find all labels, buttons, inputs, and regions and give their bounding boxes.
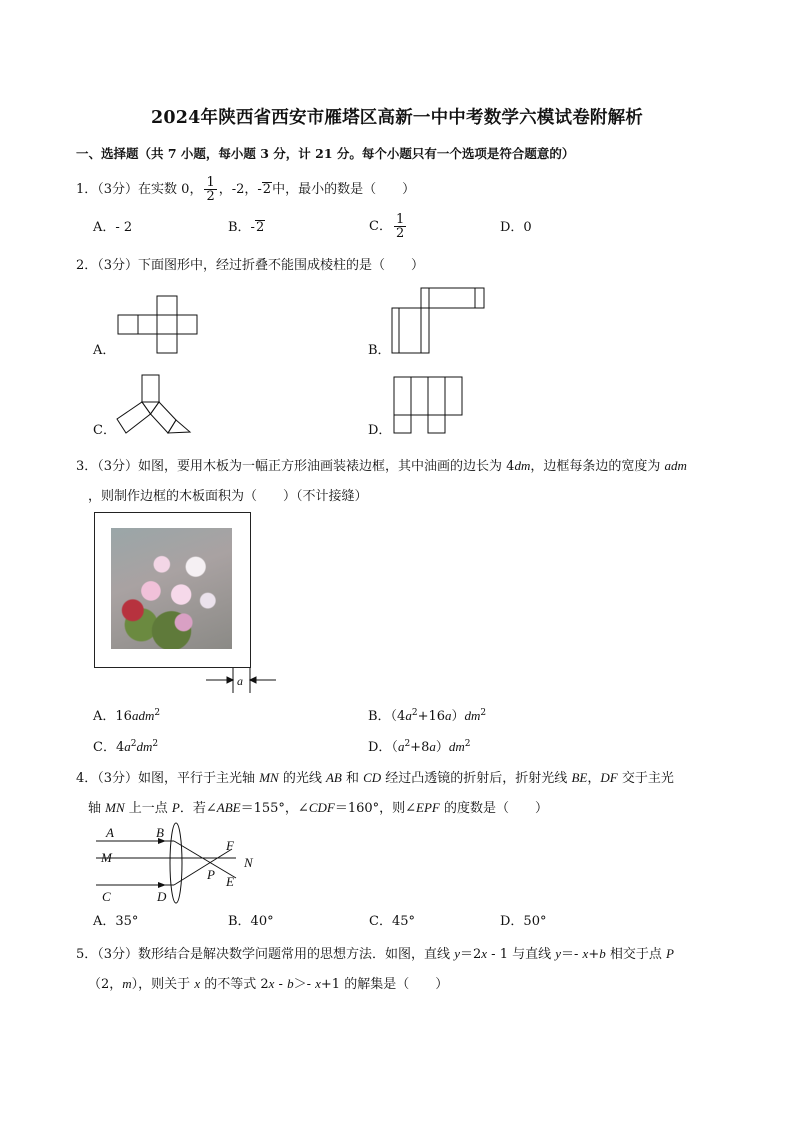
q5-t1d: ＝- bbox=[561, 947, 583, 962]
q1-option-d[interactable]: D．0 bbox=[500, 220, 532, 235]
q4-epf: EPF bbox=[416, 800, 440, 815]
q2-net-c-diagram bbox=[117, 374, 197, 438]
q4-t2f: 的度数是（ ） bbox=[439, 801, 548, 816]
q4-label-d: D bbox=[157, 889, 167, 904]
q3-option-b[interactable] bbox=[368, 708, 486, 725]
q3-c-exp2: 2 bbox=[152, 739, 159, 749]
q3-d-exp1: 2 bbox=[404, 739, 411, 749]
q1-c-prefix: C． bbox=[369, 219, 392, 234]
q1-b-sqrt bbox=[255, 220, 265, 234]
q4-be: BE bbox=[571, 770, 588, 785]
q5-t1e: + bbox=[588, 947, 600, 962]
q3-oil-painting-image bbox=[111, 528, 232, 649]
q4-option-a[interactable]: A．35° bbox=[93, 914, 139, 929]
q1-frac-num: 1 bbox=[206, 175, 215, 190]
q1-b-prefix: B．- bbox=[228, 220, 255, 235]
q3-d-var1: a bbox=[397, 739, 405, 754]
q1-sqrt bbox=[262, 182, 272, 196]
q3-c-unit: dm bbox=[136, 739, 153, 754]
page-title: 2024年陕西省西安市雁塔区高新一中中考数学六模试卷附解析 bbox=[150, 108, 643, 128]
q5-t2e: ＞- bbox=[293, 977, 316, 992]
q5-b: b bbox=[599, 946, 606, 961]
q3-b-exp1: 2 bbox=[411, 708, 418, 718]
question-3-line2: ，则制作边框的木板面积为（ ）（不计接缝） bbox=[88, 489, 368, 504]
q3-d-close: ） bbox=[435, 740, 449, 755]
q4-label-c: C bbox=[102, 889, 111, 904]
q3-d-var2: a bbox=[429, 739, 436, 754]
question-2-stem: 2．（3分）下面图形中，经过折叠不能围成棱柱的是（ ） bbox=[76, 258, 425, 273]
q3-frame bbox=[94, 512, 251, 668]
q5-t2f: +1 的解集是（ ） bbox=[320, 977, 449, 992]
question-5-line2 bbox=[88, 976, 448, 993]
q4-label-f: F bbox=[226, 838, 234, 853]
q4-t2c: ．若∠ bbox=[179, 801, 217, 816]
section-heading: 一、选择题（共 7 小题，每小题 3 分，计 21 分。每个小题只有一个选项是符合题意的） bbox=[76, 146, 575, 161]
q3-b-var1: a bbox=[405, 708, 412, 723]
q2-option-a[interactable]: A． bbox=[93, 343, 116, 358]
q4-mn2: MN bbox=[105, 800, 125, 815]
q4-label-n: N bbox=[244, 855, 253, 870]
question-4-line1 bbox=[76, 770, 674, 787]
question-3-line1 bbox=[76, 458, 687, 475]
q2-net-a-diagram bbox=[117, 295, 199, 355]
q4-t2b: 上一点 bbox=[124, 801, 172, 816]
q1-fraction-half bbox=[204, 176, 216, 203]
q3-unit-dm: dm bbox=[514, 458, 531, 473]
q4-t1d: 经过凸透镜的折射后，折射光线 bbox=[381, 771, 572, 786]
q3-b-prefix: B．（4 bbox=[368, 709, 406, 724]
q4-t2d: ＝155°，∠ bbox=[240, 801, 309, 816]
q3-b-unit: dm bbox=[464, 708, 481, 723]
q4-ab: AB bbox=[325, 770, 342, 785]
q3-d-exp2: 2 bbox=[464, 739, 471, 749]
q4-p: P bbox=[171, 800, 180, 815]
q1-c-fraction bbox=[394, 213, 406, 240]
q4-t1e: ， bbox=[587, 771, 601, 786]
q1-text-a: 在实数 0， bbox=[138, 182, 203, 197]
q4-label-a: A bbox=[106, 825, 114, 840]
q3-c-prefix: C．4 bbox=[93, 740, 125, 755]
q5-t1c: - 1 与直线 bbox=[487, 947, 556, 962]
q3-d-mid: +8 bbox=[410, 740, 430, 755]
question-4-line2 bbox=[88, 800, 548, 817]
q3-c-exp1: 2 bbox=[130, 739, 137, 749]
q4-df: DF bbox=[600, 770, 618, 785]
q4-label-b: B bbox=[156, 825, 164, 840]
q4-t1f: 交于主光 bbox=[617, 771, 674, 786]
question-1-stem bbox=[76, 176, 415, 203]
q2-option-b[interactable]: B． bbox=[368, 343, 391, 358]
q2-option-d[interactable]: D． bbox=[368, 423, 392, 438]
q3-b-var2: a bbox=[445, 708, 452, 723]
q4-lens-diagram bbox=[96, 822, 266, 908]
q4-t1b: 的光线 bbox=[278, 771, 326, 786]
q5-t2d: - bbox=[274, 977, 288, 992]
q5-t2a: （2， bbox=[88, 977, 123, 992]
q3-d-unit: dm bbox=[448, 739, 465, 754]
q5-x1: x bbox=[481, 946, 488, 961]
q4-cd: CD bbox=[363, 770, 382, 785]
q4-option-b[interactable]: B．40° bbox=[228, 914, 274, 929]
q3-a-prefix: A．16 bbox=[93, 709, 132, 724]
q5-t2c: 的不等式 2 bbox=[200, 977, 269, 992]
q4-label-m: M bbox=[101, 850, 112, 865]
q1-option-c[interactable] bbox=[369, 213, 408, 240]
q1-frac-den: 2 bbox=[206, 189, 215, 204]
q4-label-p: P bbox=[207, 867, 215, 882]
q1-number: 1．（3分） bbox=[76, 182, 139, 197]
q3-d-prefix: D．（ bbox=[368, 740, 398, 755]
q1-option-a[interactable]: A．- 2 bbox=[93, 220, 133, 235]
q5-x3: x bbox=[194, 976, 201, 991]
q4-t2e: ＝160°，则∠ bbox=[334, 801, 417, 816]
q3-c-var: a bbox=[124, 739, 131, 754]
q3-width-label: a bbox=[237, 674, 243, 688]
q2-net-b-diagram bbox=[391, 287, 486, 355]
q4-option-c[interactable]: C．45° bbox=[369, 914, 415, 929]
q3-option-c[interactable] bbox=[93, 739, 158, 756]
q5-b2: b bbox=[287, 976, 294, 991]
q1-text-c: 中，最小的数是（ ） bbox=[272, 182, 416, 197]
q5-m: m bbox=[122, 976, 132, 991]
q5-x4: x bbox=[268, 976, 275, 991]
q1-c-num: 1 bbox=[395, 212, 405, 227]
q5-x2: x bbox=[582, 946, 589, 961]
q1-text-b: ，-2，- bbox=[218, 182, 262, 197]
q3-text-1a: 3．（3分）如图，要用木板为一幅正方形油画装裱边框，其中油画的边长为 4 bbox=[76, 459, 515, 474]
q5-x5: x bbox=[315, 976, 321, 991]
q3-a-exp: 2 bbox=[154, 708, 161, 718]
q4-label-e: E bbox=[226, 874, 234, 889]
q5-t1b: ＝2 bbox=[459, 947, 482, 962]
q2-net-d-diagram bbox=[393, 376, 465, 436]
q3-a-var: adm bbox=[131, 708, 155, 723]
q1-option-b[interactable] bbox=[228, 220, 265, 236]
q3-var-adm: adm bbox=[664, 458, 687, 473]
q1-c-den: 2 bbox=[395, 226, 405, 241]
q5-p: P bbox=[666, 946, 674, 961]
q4-t1c: 和 bbox=[341, 771, 364, 786]
q4-mn: MN bbox=[259, 770, 279, 785]
q4-t1a: 4．（3分）如图，平行于主光轴 bbox=[76, 771, 260, 786]
q3-b-mid: +16 bbox=[417, 709, 445, 724]
q3-option-d[interactable] bbox=[368, 739, 470, 756]
q3-text-1b: ，边框每条边的宽度为 bbox=[530, 459, 665, 474]
question-5-line1 bbox=[76, 946, 674, 963]
q4-t2a: 轴 bbox=[88, 801, 106, 816]
q4-abe: ABE bbox=[216, 800, 241, 815]
q3-option-a[interactable] bbox=[93, 708, 160, 725]
q1-sqrt-val: 2 bbox=[262, 182, 272, 197]
q5-t1f: 相交于点 bbox=[605, 947, 666, 962]
q5-t1a: 5．（3分）数形结合是解决数学问题常用的思想方法．如图，直线 bbox=[76, 947, 455, 962]
q2-option-c[interactable]: C． bbox=[93, 423, 116, 438]
q3-b-exp2: 2 bbox=[480, 708, 487, 718]
q5-y2: y bbox=[555, 946, 562, 961]
q5-t2b: ），则关于 bbox=[131, 977, 195, 992]
q4-cdf: CDF bbox=[308, 800, 335, 815]
q4-option-d[interactable]: D．50° bbox=[500, 914, 547, 929]
q5-y1: y bbox=[454, 946, 460, 961]
q3-b-close: ） bbox=[451, 709, 465, 724]
q1-b-sqrt-val: 2 bbox=[255, 220, 265, 235]
